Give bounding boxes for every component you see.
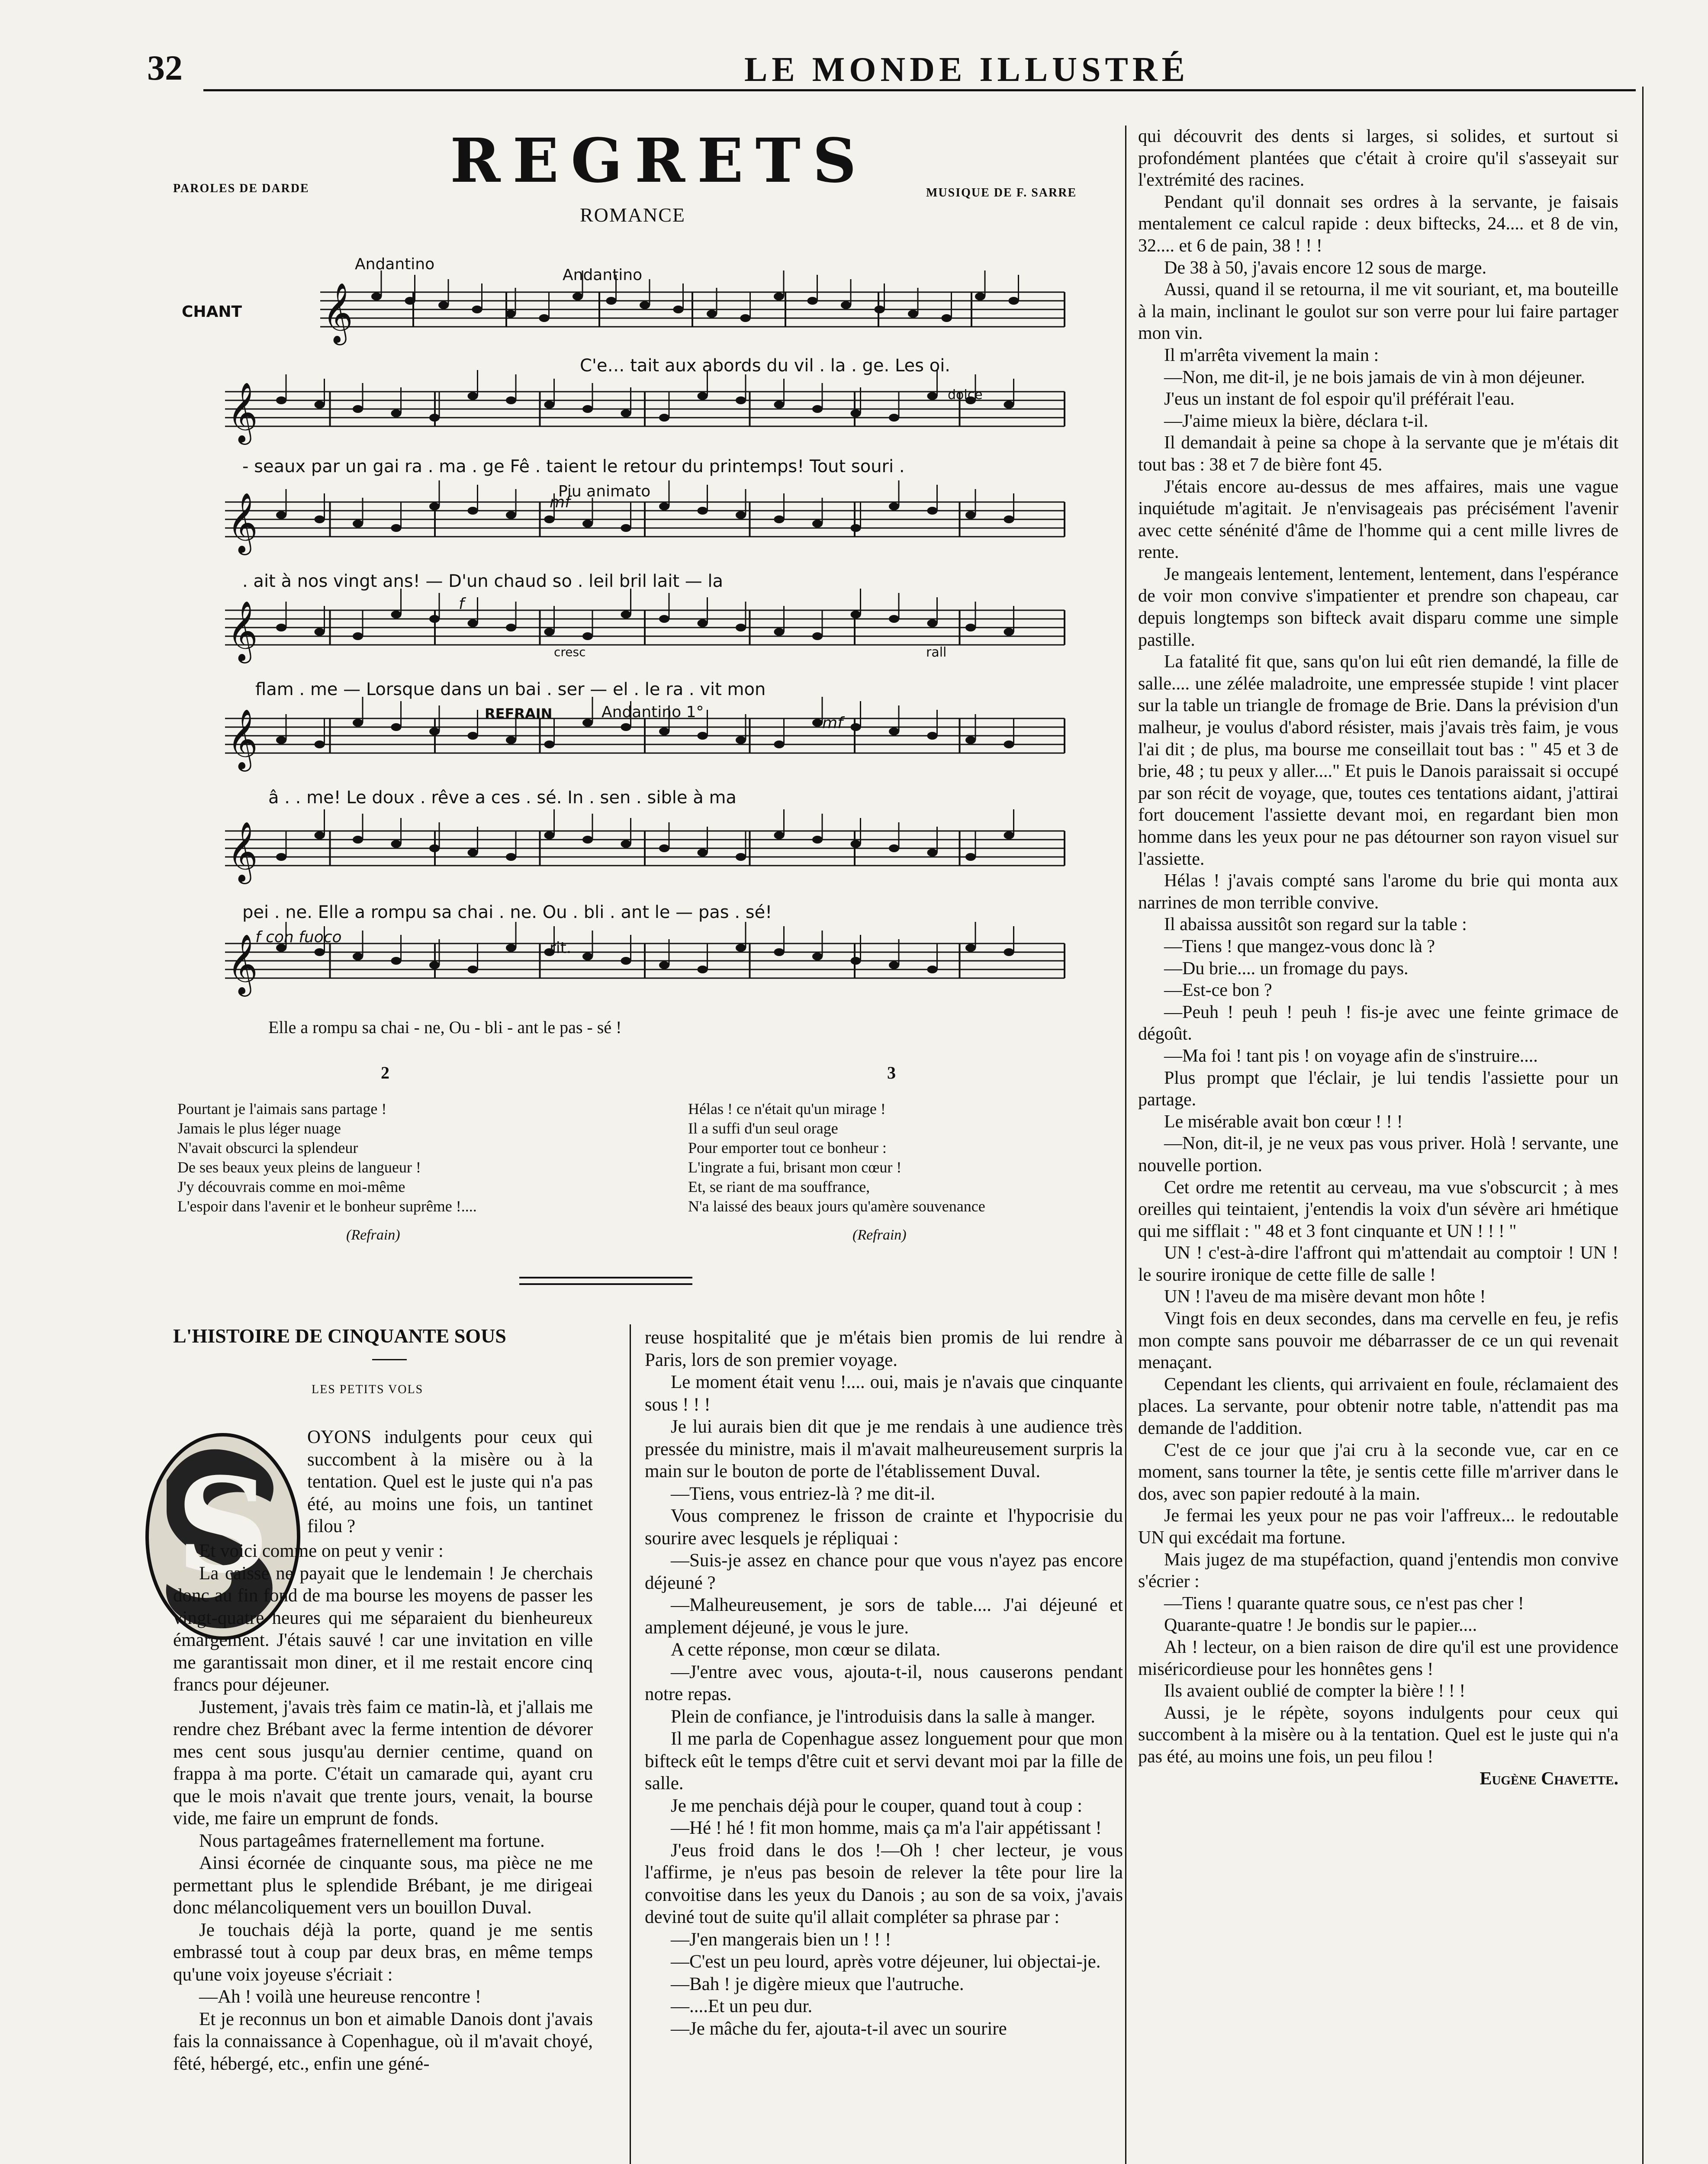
tempo-mark: Andantino <box>563 266 643 284</box>
note-head <box>391 723 402 731</box>
story-paragraph: Pendant qu'il donnait ses ordres à la servante, je faisais mentalement ce calcul rapide : deux biftecks, 24.... et 8 de vin, 32.... et 6 de pain, 38 ! ! ! <box>1138 192 1618 256</box>
note-head <box>353 719 363 727</box>
verse-line: Et, se riant de ma souffrance, <box>688 1178 870 1195</box>
note-head <box>774 293 784 300</box>
lyric-line: flam . me — Lorsque dans un bai . ser — el . le ra . vit mon <box>255 679 766 699</box>
stanza-2 <box>177 1099 477 1216</box>
note-head <box>707 310 717 318</box>
note-head <box>812 520 823 528</box>
note-head <box>807 297 818 305</box>
note-head <box>544 401 555 409</box>
note-head <box>698 619 708 627</box>
story-paragraph: Aussi, quand il se retourna, il me vit souriant, et, ma bouteille à la main, inclinant le goulot sur son verre pour lui faire partager mon vin. <box>1138 280 1618 344</box>
note-head <box>315 515 325 523</box>
note-head <box>774 628 785 636</box>
note-head <box>659 502 669 510</box>
page-edge-rule <box>1642 87 1644 2164</box>
dynamic-mark: mf <box>822 714 843 732</box>
note-head <box>736 511 746 519</box>
note-head <box>544 741 555 748</box>
note-head <box>927 619 938 627</box>
lyric-line: â . . me! Le doux . rêve a ces . sé. In . sen . sible à ma <box>268 788 737 808</box>
note-head <box>468 966 478 973</box>
stanza-number: 2 <box>381 1063 389 1082</box>
note-head <box>698 966 708 973</box>
tempo-mark: Andantino <box>355 255 435 273</box>
story-paragraph: —Non, dit-il, je ne veux pas vous priver. Holà ! servante, une nouvelle portion. <box>1138 1134 1618 1175</box>
note-head <box>1004 948 1014 956</box>
note-head <box>965 511 976 519</box>
note-head <box>353 632 363 640</box>
column-rule <box>1125 126 1126 2164</box>
verse-line: J'y découvrais comme en moi-même <box>177 1178 405 1195</box>
refrain-label: (Refrain) <box>346 1227 400 1243</box>
song-title: REGRETS <box>450 126 868 196</box>
note-head <box>698 849 708 857</box>
note-head <box>942 314 952 322</box>
lyric-line: C'e… tait aux abords du vil . la . ge. Les oi. <box>580 356 951 376</box>
note-head <box>1009 297 1019 305</box>
note-head <box>582 719 593 727</box>
dynamic-mark: dolce <box>948 387 983 403</box>
note-head <box>391 524 402 532</box>
story-paragraph: Aussi, je le répète, soyons indulgents pour ceux qui succombent à la misère ou à la tentation. Quel est le juste qui n'a pas été, au moins une fois, un peu filou ! <box>1138 1703 1618 1767</box>
lyricist-credit: PAROLES DE DARDE <box>173 182 309 195</box>
story-paragraph: J'étais encore au-dessus de mes affaires, mais une vague inquiétude m'agitait. Je n'envisageais pas précisément l'avenir avec cette sénénité d'âme de l'homme qui a cent mille livres de rente. <box>1138 477 1618 563</box>
note-head <box>851 957 861 965</box>
lyric-line: . ait à nos vingt ans! — D'un chaud so . leil bril lait — la <box>242 571 724 591</box>
note-head <box>544 515 555 523</box>
note-head <box>659 961 669 969</box>
note-head <box>429 414 440 422</box>
story-paragraph: Cet ordre me retentit au cerveau, ma vue s'obscurcit ; à mes oreilles qui teintaient, j'entendis la voix d'un sévère ari hmétique qui me sifflait : " 48 et 3 font cinquante et UN ! ! ! " <box>1138 1177 1618 1241</box>
story-paragraph: Ils avaient oublié de compter la bière ! ! ! <box>1164 1681 1466 1701</box>
note-head <box>315 741 325 748</box>
note-head <box>573 293 583 300</box>
dynamic-mark: f con fuoco <box>255 928 342 946</box>
column-rule <box>630 1324 631 2164</box>
note-head <box>841 301 851 309</box>
note-head <box>371 293 382 300</box>
note-head <box>740 314 751 322</box>
tempo-mark: Piu animato <box>558 483 651 500</box>
note-head <box>582 632 593 640</box>
note-head <box>889 961 899 969</box>
story-paragraph: —Ma foi ! tant pis ! on voyage afin de s'instruire.... <box>1164 1046 1538 1066</box>
section-divider <box>519 1283 692 1285</box>
note-head <box>505 310 516 318</box>
refrain-mark: REFRAIN <box>485 705 553 722</box>
story-paragraph: Je fermai les yeux pour ne pas voir l'affreux... le redoutable UN qui excédait ma fortune. <box>1138 1506 1618 1548</box>
note-head <box>391 957 402 965</box>
story-paragraph: J'eus un instant de fol espoir qu'il préférait l'eau. <box>1164 389 1515 409</box>
note-head <box>736 944 746 952</box>
note-head <box>851 840 861 848</box>
story-paragraph: Le misérable avait bon cœur ! ! ! <box>1164 1111 1403 1132</box>
note-head <box>889 728 899 735</box>
story-column-1a <box>307 1426 593 1538</box>
note-head <box>468 392 478 400</box>
note-head <box>851 409 861 417</box>
verse-line: L'ingrate a fui, brisant mon cœur ! <box>688 1159 902 1176</box>
story-paragraph: —Est-ce bon ? <box>1164 980 1272 1001</box>
note-head <box>875 306 885 313</box>
story-paragraph: Il m'arrêta vivement la main : <box>1164 345 1379 365</box>
story-paragraph: —Peuh ! peuh ! peuh ! fis-je avec une feinte grimace de dégoût. <box>1138 1002 1618 1044</box>
story-paragraph: —Tiens, vous entriez-là ? me dit-il. <box>671 1483 936 1504</box>
note-head <box>736 396 746 404</box>
story-paragraph: Mais jugez de ma stupéfaction, quand j'entendis mon convive s'écrier : <box>1138 1549 1618 1592</box>
note-head <box>774 741 785 748</box>
note-head <box>468 619 478 627</box>
note-head <box>621 409 631 417</box>
note-head <box>468 507 478 515</box>
song-subtitle: ROMANCE <box>580 204 686 226</box>
note-head <box>621 840 631 848</box>
note-head <box>353 405 363 413</box>
story-paragraph: —J'entre avec vous, ajouta-t-il, nous causerons pendant notre repas. <box>645 1662 1123 1704</box>
verse-line: Jamais le plus léger nuage <box>177 1120 341 1137</box>
note-head <box>659 615 669 623</box>
story-paragraph: OYONS indulgents pour ceux qui succombent à la misère ou à la tentation. Quel est le juste qui n'a pas été, au moins une fois, un tantinet filou ? <box>307 1427 593 1536</box>
story-paragraph: Je mangeais lentement, lentement, lentement, dans l'espérance de voir mon convive s'impatienter et prendre son chapeau, car depuis longtemps son bifteck avait disparu comme une simple pastille. <box>1138 564 1618 650</box>
dropcap-letter: S <box>176 1449 270 1602</box>
story-paragraph: C'est de ce jour que j'ai cru à la seconde vue, car en ce moment, sans tourner la tête, je sentis cette fille m'arriver dans le dos, avec son papier redouté à la main. <box>1138 1440 1618 1504</box>
note-head <box>774 515 785 523</box>
note-head <box>391 409 402 417</box>
note-head <box>965 853 976 861</box>
story-paragraph: Je lui aurais bien dit que je me rendais à une audience très pressée du ministre, mais il m'avait malheureusement surpris la main sur le bouton de porte de l'établissement Duval. <box>645 1417 1123 1481</box>
note-head <box>1004 628 1014 636</box>
header-rule <box>203 89 1636 91</box>
note-head <box>927 732 938 740</box>
note-head <box>908 310 918 318</box>
story-paragraph: Plein de confiance, je l'introduisis dans la salle à manger. <box>671 1706 1095 1727</box>
note-head <box>582 953 593 960</box>
note-head <box>429 728 440 735</box>
verse-line: De ses beaux yeux pleins de langueur ! <box>177 1159 421 1176</box>
note-head <box>659 414 669 422</box>
note-head <box>927 966 938 973</box>
note-head <box>812 836 823 844</box>
story-paragraph: —J'en mangerais bien un ! ! ! <box>671 1929 891 1950</box>
note-head <box>506 944 516 952</box>
note-head <box>812 632 823 640</box>
story-paragraph: —Suis-je assez en chance pour que vous n'ayez pas encore déjeuné ? <box>645 1550 1123 1593</box>
lyric-line: pei . ne. Elle a rompu sa chai . ne. Ou . bli . ant le — pas . sé! <box>242 902 772 922</box>
lyric-line: - seaux par un gai ra . ma . ge Fê . taient le retour du printemps! Tout souri . <box>242 457 905 477</box>
treble-clef-icon: 𝄞 <box>227 934 258 994</box>
story-paragraph: Le moment était venu !.... oui, mais je n'avais que cinquante sous ! ! ! <box>645 1372 1123 1415</box>
note-head <box>621 611 631 618</box>
note-head <box>315 948 325 956</box>
note-head <box>472 306 482 313</box>
story-paragraph: —Ah ! voilà une heureuse rencontre ! <box>199 1987 481 2007</box>
note-head <box>812 405 823 413</box>
story-paragraph: Justement, j'avais très faim ce matin-là, et j'allais me rendre chez Brébant avec la ferme intention de dévorer mes cent sous jusqu'au dernier centime, quand on frappa à ma porte. C'était un camarade qui, ayant cru que le mois n'avait que trente jours, venait, la bourse vide, me faire un emprunt de fonds. <box>173 1697 593 1829</box>
note-head <box>975 293 985 300</box>
note-head <box>1004 401 1014 409</box>
note-head <box>621 957 631 965</box>
note-head <box>353 520 363 528</box>
story-paragraph: Je touchais déjà la porte, quand je me sentis embrassé tout à coup par deux bras, en même temps qu'une voix joyeuse s'écriait : <box>173 1919 593 1985</box>
verse-line: L'espoir dans l'avenir et le bonheur suprême !.... <box>177 1198 477 1215</box>
voice-label: CHANT <box>182 303 242 321</box>
note-head <box>506 511 516 519</box>
dynamic-mark: rall <box>926 645 947 660</box>
story-paragraph: Hélas ! j'avais compté sans l'arome du brie qui monta aux narrines de mon terrible convive. <box>1138 871 1618 913</box>
refrain-label: (Refrain) <box>852 1227 907 1243</box>
story-paragraph: Vous comprenez le frisson de crainte et l'hypocrisie du sourire avec lesquels je répliquai : <box>645 1506 1123 1549</box>
story-paragraph: —Malheureusement, je sors de table.... J'ai déjeuné et amplement déjeuné, je vous le jure. <box>645 1595 1123 1638</box>
treble-clef-icon: 𝄞 <box>227 821 258 882</box>
note-head <box>468 732 478 740</box>
dynamic-mark: f <box>459 595 464 613</box>
story-paragraph: De 38 à 50, j'avais encore 12 sous de marge. <box>1164 258 1487 278</box>
story-paragraph: qui découvrit des dents si larges, si solides, et surtout si profondément plantées que c'était à croire qu'il s'asseyait sur l'extrémité des racines. <box>1138 126 1618 190</box>
note-head <box>276 511 286 519</box>
story-paragraph: Vingt fois en deux secondes, dans ma cervelle en feu, je refis mon compte sans pouvoir me débarrasser de ce un qui revenait menaçant. <box>1138 1309 1618 1373</box>
note-head <box>621 524 631 532</box>
title-rule <box>372 1359 407 1360</box>
note-head <box>698 732 708 740</box>
note-head <box>774 401 785 409</box>
note-head <box>889 615 899 623</box>
note-head <box>429 844 440 852</box>
composer-credit: MUSIQUE DE F. SARRE <box>926 186 1077 200</box>
note-head <box>736 736 746 744</box>
note-head <box>438 301 449 309</box>
note-head <box>621 723 631 731</box>
note-head <box>673 306 684 313</box>
note-head <box>506 396 516 404</box>
treble-clef-icon: 𝄞 <box>227 709 258 769</box>
note-head <box>889 414 899 422</box>
story-column-3 <box>1138 126 1618 1790</box>
note-head <box>927 849 938 857</box>
note-head <box>582 405 593 413</box>
story-paragraph: UN ! c'est-à-dire l'affront qui m'attendait au comptoir ! UN ! le sourire ironique de cette fille de salle ! <box>1138 1243 1618 1285</box>
note-head <box>276 624 286 631</box>
tempo-mark: Andantino 1° <box>601 703 704 721</box>
note-head <box>315 628 325 636</box>
story-paragraph: Ainsi écornée de cinquante sous, ma pièce ne me permettant plus le splendide Brébant, je me dirigeai donc mélancoliquement vers un bouillon Duval. <box>173 1853 593 1918</box>
note-head <box>659 728 669 735</box>
note-head <box>429 961 440 969</box>
journal-title: LE MONDE ILLUSTRÉ <box>744 51 1189 89</box>
story-paragraph: —Tiens ! que mangez-vous donc là ? <box>1164 936 1435 956</box>
story-paragraph: La caisse ne payait que le lendemain ! Je cherchais donc au fin fond de ma bourse les moyens de passer les vingt-quatre heures qui me séparaient du bienheureux émargement. J'étais sauvé ! car une invitation en ville me garantissait mon diner, et il me restait encore cinq francs pour déjeuner. <box>173 1563 593 1695</box>
verse-line: Pourtant je l'aimais sans partage ! <box>177 1100 387 1117</box>
story-paragraph: —Hé ! hé ! fit mon homme, mais ça m'a l'air appétissant ! <box>671 1818 1102 1838</box>
story-paragraph: Quarante-quatre ! Je bondis sur le papier.... <box>1164 1615 1477 1636</box>
verse-line: Il a suffi d'un seul orage <box>688 1120 838 1137</box>
story-paragraph: La fatalité fit que, sans qu'on lui eût rien demandé, la fille de salle.... une zélée maladroite, une empressée stupide ! vint placer sur la table un triangle de fromage de Brie. Dans la prévision d'un malheur, je voulus d'abord résister, mais j'avais très faim, je vous l'ai dit ; de plus, ma bourse me conseillait tout bas : " 45 et 3 de brie, 48 ; tu peux y aller...." Et puis le Danois paraissait si occupé par son récit de voyage, que, toutes ces tentations aidant, j'attirai fort doucement l'assiette devant moi, en regardant bien mon homme dans les yeux pour ne pas détourner son rayon visuel sur l'assiette. <box>1138 652 1618 869</box>
story-paragraph: —Je mâche du fer, ajouta-t-il avec un sourire <box>671 2018 1007 2039</box>
note-head <box>506 736 516 744</box>
note-head <box>774 831 785 839</box>
note-head <box>429 615 440 623</box>
verse-line: N'a laissé des beaux jours qu'amère souvenance <box>688 1198 985 1215</box>
note-head <box>606 297 617 305</box>
story-paragraph: Il demandait à peine sa chope à la servante que je m'étais dit tout bas : 38 et 7 de bière font 45. <box>1138 433 1618 475</box>
story-paragraph: reuse hospitalité que je m'étais bien promis de lui rendre à Paris, lors de son premier voyage. <box>645 1327 1123 1370</box>
note-head <box>506 853 516 861</box>
verse-line: Pour emporter tout ce bonheur : <box>688 1139 887 1156</box>
note-head <box>506 624 516 631</box>
verse-line: Hélas ! ce n'était qu'un mirage ! <box>688 1100 886 1117</box>
story-paragraph: Ah ! lecteur, on a bien raison de dire qu'il est une providence miséricordieuse pour les honnêtes gens ! <box>1138 1637 1618 1679</box>
story-paragraph: —Tiens ! quarante quatre sous, ce n'est pas cher ! <box>1164 1593 1524 1613</box>
note-head <box>315 831 325 839</box>
story-paragraph: —Du brie.... un fromage du pays. <box>1164 958 1409 979</box>
note-head <box>1004 515 1014 523</box>
note-head <box>391 611 402 618</box>
treble-clef-icon: 𝄞 <box>322 283 353 343</box>
story-paragraph: Il abaissa aussitôt son regard sur la table : <box>1164 915 1467 935</box>
story-paragraph: Plus prompt que l'éclair, je lui tendis l'assiette pour un partage. <box>1138 1068 1618 1110</box>
story-paragraph: J'eus froid dans le dos !—Oh ! cher lecteur, je vous l'affirme, je n'eus pas besoin de relever la tête pour lire la convoitise dans les yeux du Danois ; au son de sa voix, j'avais deviné tout de suite qu'il allait compléter sa phrase par : <box>645 1840 1123 1927</box>
note-head <box>1004 831 1014 839</box>
note-head <box>774 948 785 956</box>
verse-line: N'avait obscurci la splendeur <box>177 1139 358 1156</box>
dynamic-mark: rit. <box>550 939 572 957</box>
note-head <box>698 392 708 400</box>
note-head <box>659 844 669 852</box>
note-head <box>353 953 363 960</box>
note-head <box>965 736 976 744</box>
note-head <box>405 297 415 305</box>
note-head <box>927 507 938 515</box>
note-head <box>851 723 861 731</box>
story-paragraph: —C'est un peu lourd, après votre déjeuner, lui objectai-je. <box>671 1951 1101 1972</box>
story-paragraph: —....Et un peu dur. <box>671 1996 813 2016</box>
dynamic-mark: mf <box>550 493 570 511</box>
note-head <box>640 301 650 309</box>
note-head <box>812 719 823 727</box>
note-head <box>851 524 861 532</box>
note-head <box>889 502 899 510</box>
note-head <box>276 736 286 744</box>
story-paragraph: Nous partageâmes fraternellement ma fortune. <box>199 1830 545 1851</box>
note-head <box>736 853 746 861</box>
story-paragraph: UN ! l'aveu de ma misère devant mon hôte ! <box>1164 1287 1486 1307</box>
story-column-1 <box>173 1540 593 2075</box>
lyric-line: Elle a rompu sa chai - ne, Ou - bli - ant le pas - sé ! <box>268 1018 622 1037</box>
stanza-number: 3 <box>887 1063 896 1082</box>
note-head <box>391 840 402 848</box>
note-head <box>429 502 440 510</box>
note-head <box>736 624 746 631</box>
note-head <box>276 853 286 861</box>
story-subtitle: LES PETITS VOLS <box>312 1383 424 1396</box>
treble-clef-icon: 𝄞 <box>227 493 258 553</box>
story-column-2 <box>645 1327 1123 2040</box>
note-head <box>544 831 555 839</box>
page-number: 32 <box>147 48 183 87</box>
story-paragraph: Il me parla de Copenhague assez longuement pour que mon bifteck eût le temps d'être cuit et servi devant moi par la fille de salle. <box>645 1729 1123 1794</box>
stanza-3 <box>688 1099 985 1216</box>
story-paragraph: —Non, me dit-il, je ne bois jamais de vin à mon déjeuner. <box>1164 367 1585 387</box>
note-head <box>315 401 325 409</box>
note-head <box>1004 741 1014 748</box>
story-paragraph: —J'aime mieux la bière, déclara t-il. <box>1164 411 1428 431</box>
note-head <box>927 392 938 400</box>
note-head <box>889 844 899 852</box>
dynamic-mark: cresc <box>554 645 586 659</box>
story-paragraph: Je me penchais déjà pour le couper, quand tout à coup : <box>671 1795 1083 1816</box>
note-head <box>851 611 861 618</box>
story-paragraph: A cette réponse, mon cœur se dilata. <box>671 1639 941 1660</box>
story-paragraph: —Bah ! je digère mieux que l'autruche. <box>671 1974 964 1994</box>
note-head <box>582 520 593 528</box>
story-title: L'HISTOIRE DE CINQUANTE SOUS <box>173 1325 506 1347</box>
note-head <box>544 628 555 636</box>
author-signature: Eugène Chavette. <box>1480 1768 1618 1789</box>
note-head <box>965 944 976 952</box>
page-header <box>147 48 1636 95</box>
note-head <box>812 953 823 960</box>
note-head <box>582 836 593 844</box>
note-head <box>353 836 363 844</box>
treble-clef-icon: 𝄞 <box>227 601 258 661</box>
section-divider <box>519 1277 692 1278</box>
note-head <box>698 507 708 515</box>
note-head <box>539 314 550 322</box>
story-paragraph: Cependant les clients, qui arrivaient en foule, réclamaient des places. La servante, pour obtenir notre table, n'attendit pas ma demande de l'addition. <box>1138 1374 1618 1439</box>
note-head <box>276 396 286 404</box>
note-head <box>468 849 478 857</box>
treble-clef-icon: 𝄞 <box>227 382 258 442</box>
story-paragraph: Et je reconnus un bon et aimable Danois dont j'avais fais la connaissance à Copenhague, où il m'avait choyé, fêté, hébergé, etc., enfin une géné- <box>173 2009 593 2074</box>
story-paragraph: Et voici comme on peut y venir : <box>199 1541 444 1561</box>
note-head <box>965 624 976 631</box>
